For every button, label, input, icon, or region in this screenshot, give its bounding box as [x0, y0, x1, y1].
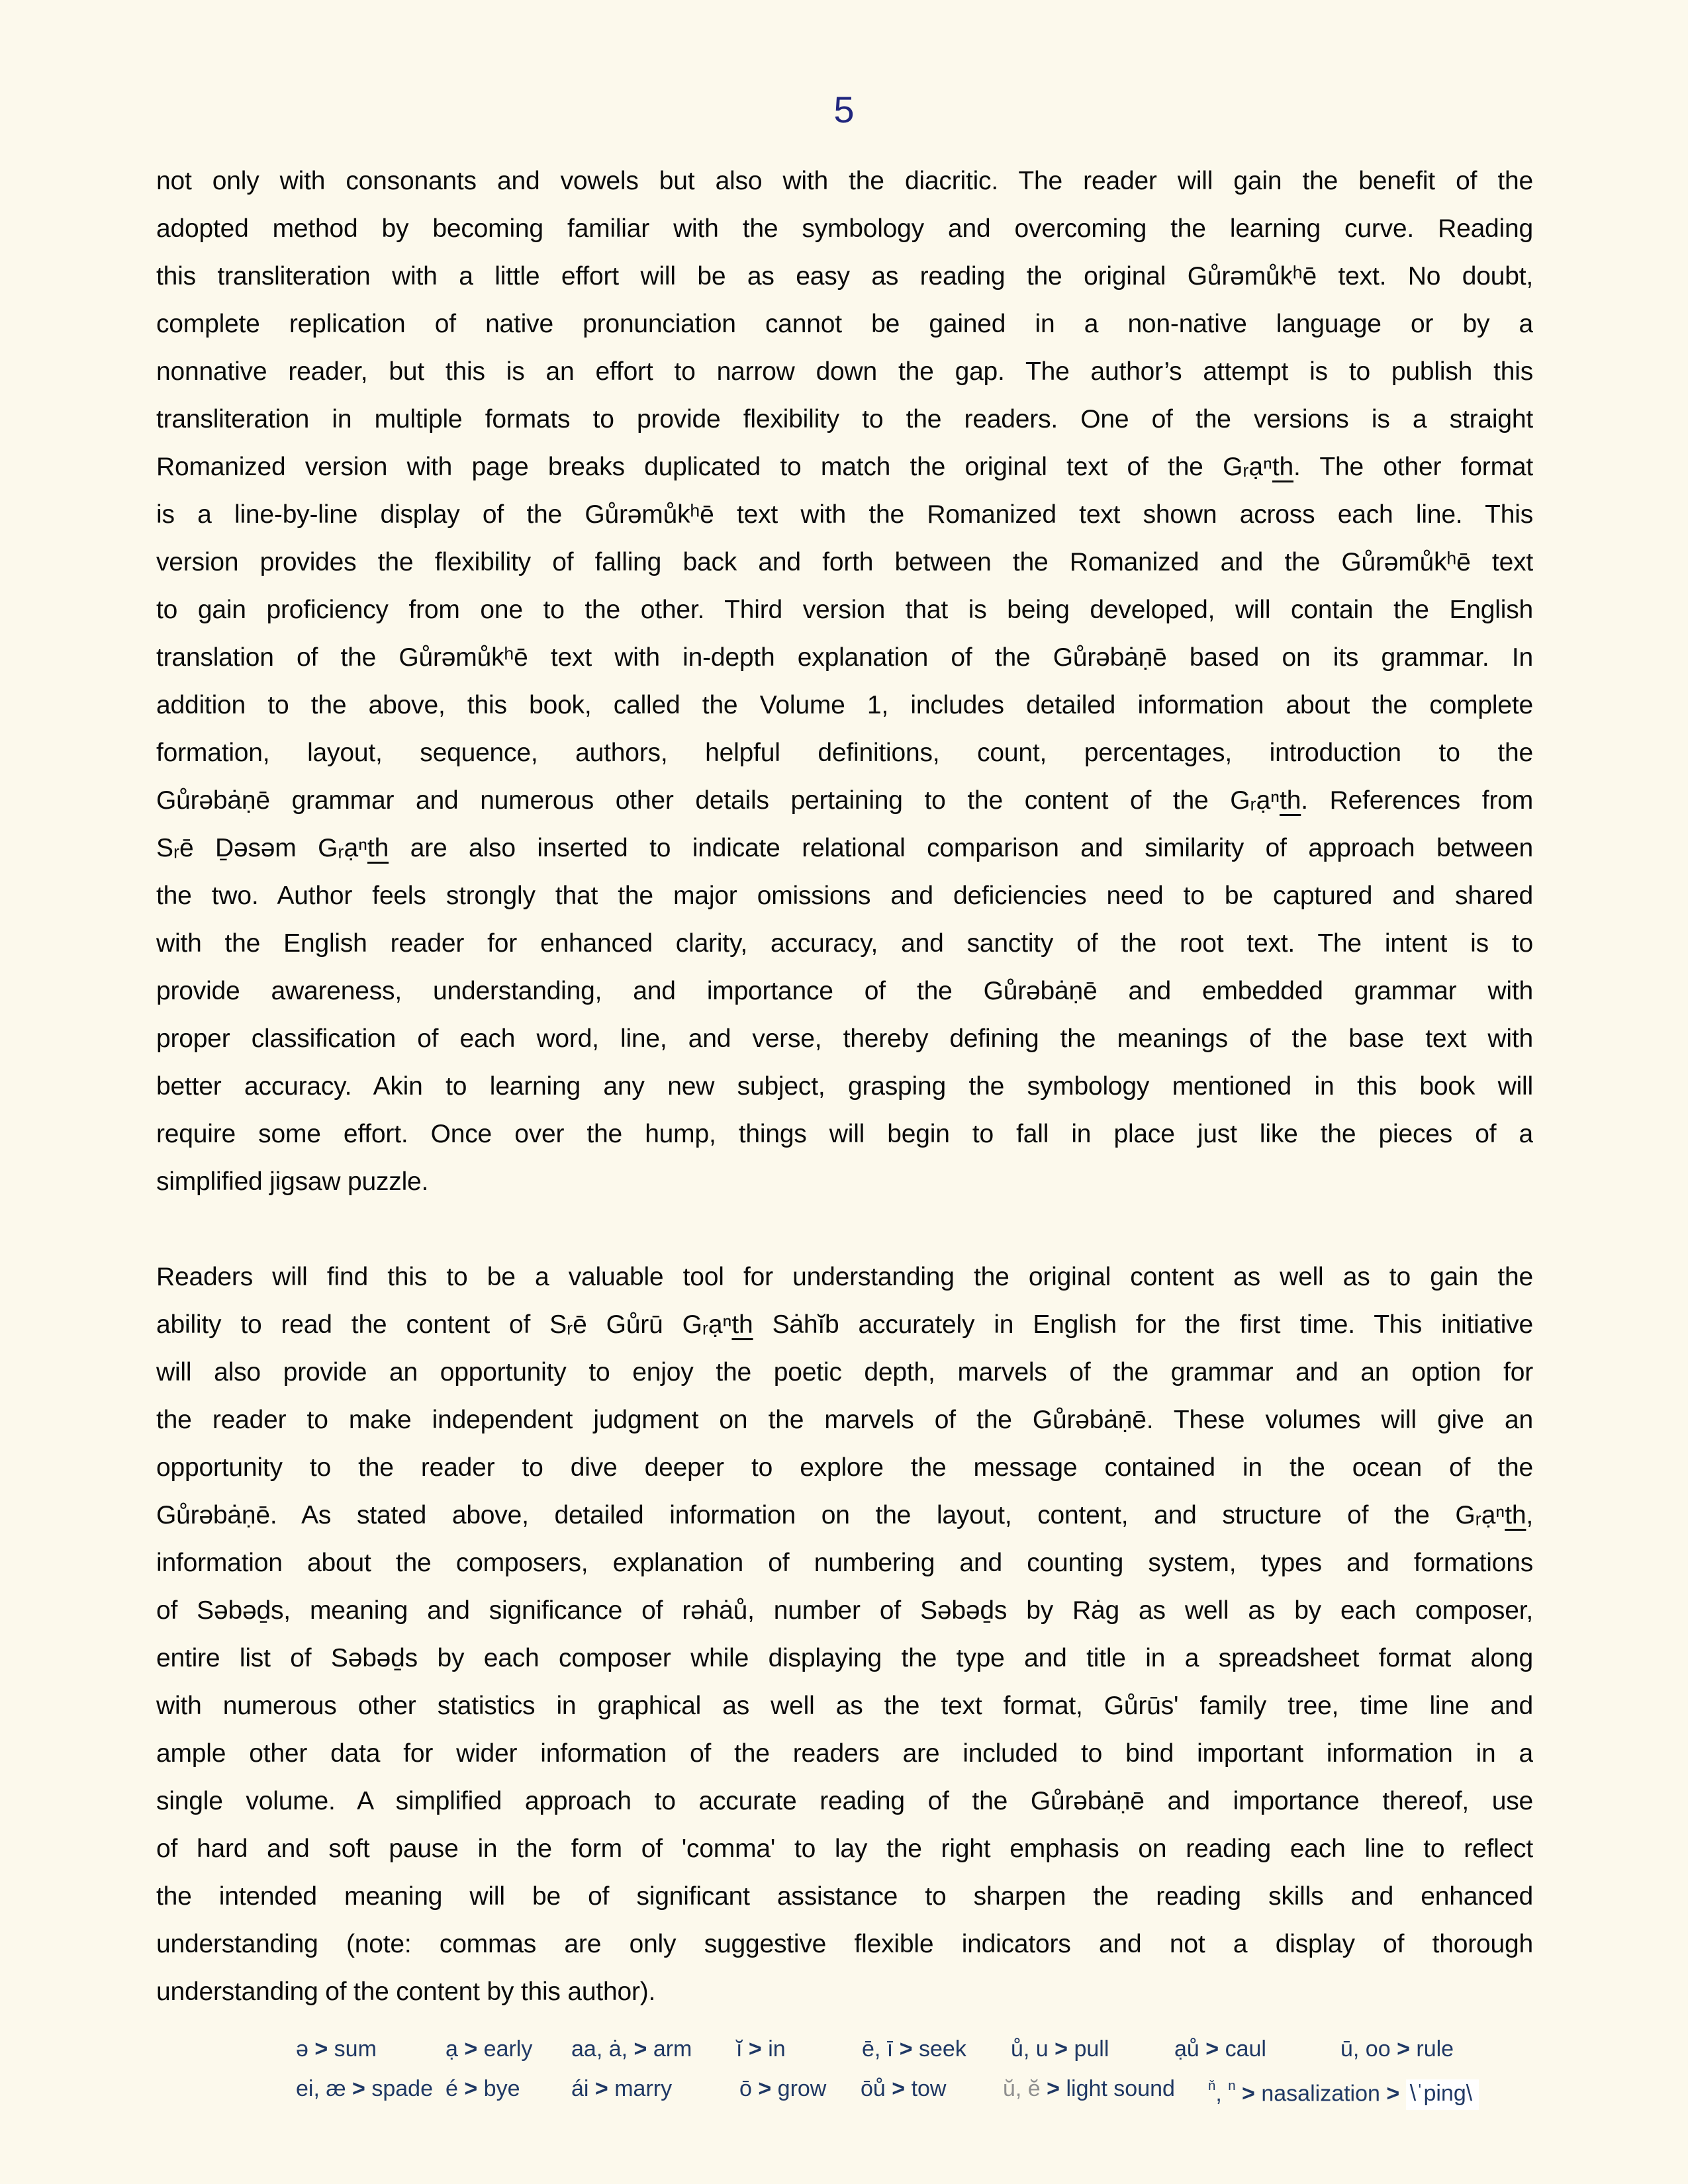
document-body — [156, 158, 1533, 2016]
paragraph-line: the two. Author feels strongly that the major omissions and deficiencies need to be captured and shared — [156, 882, 1533, 910]
pronunciation-item: ů, u > pull — [1011, 2036, 1109, 2062]
pronunciation-item: ạ > early — [445, 2036, 533, 2062]
pronunciation-item: ōů > tow — [861, 2076, 947, 2101]
paragraph-line: Romanized version with page breaks duplicated to match the original text of the Gᵣạⁿth. The other format — [156, 453, 1533, 481]
pronunciation-key-row-2 — [156, 2073, 1546, 2107]
paragraph-line: addition to the above, this book, called the Volume 1, includes detailed information about the complete — [156, 691, 1533, 719]
paragraph-line: understanding (note: commas are only suggestive flexible indicators and not a display of thorough — [156, 1930, 1533, 1958]
paragraph-line: opportunity to the reader to dive deeper to explore the message contained in the ocean of the — [156, 1453, 1533, 1482]
pronunciation-item: ē, ī > seek — [862, 2036, 966, 2062]
paragraph-line: with numerous other statistics in graphical as well as the text format, Gůrūs' family tree, time line and — [156, 1692, 1533, 1720]
paragraph-line: transliteration in multiple formats to provide flexibility to the readers. One of the versions is a straight — [156, 405, 1533, 433]
paragraph — [156, 1253, 1533, 2016]
pronunciation-item: ei, æ > spade — [296, 2076, 433, 2101]
paragraph-line: of hard and soft pause in the form of 'comma' to lay the right emphasis on reading each line to reflect — [156, 1835, 1533, 1863]
paragraph-line: version provides the flexibility of falling back and forth between the Romanized and the Gůrəmůkʰē text — [156, 548, 1533, 576]
paragraph-line: Readers will find this to be a valuable tool for understanding the original content as well as to gain the — [156, 1263, 1533, 1291]
pronunciation-key-row-1 — [156, 2033, 1546, 2068]
pronunciation-item: ái > marry — [571, 2076, 673, 2101]
pronunciation-item: ō > grow — [739, 2076, 827, 2101]
paragraph-line: not only with consonants and vowels but also with the diacritic. The reader will gain the benefit of the — [156, 167, 1533, 195]
paragraph-line: to gain proficiency from one to the other. Third version that is being developed, will contain the English — [156, 596, 1533, 624]
paragraph-line: simplified jigsaw puzzle. — [156, 1167, 429, 1196]
paragraph — [156, 158, 1533, 1206]
paragraph-line: better accuracy. Akin to learning any new subject, grasping the symbology mentioned in this book will — [156, 1072, 1533, 1101]
paragraph-line: nonnative reader, but this is an effort to narrow down the gap. The author’s attempt is to publish this — [156, 357, 1533, 386]
paragraph-line: ample other data for wider information of the readers are included to bind important information in a — [156, 1739, 1533, 1768]
pronunciation-item: ə > sum — [296, 2036, 377, 2062]
pronunciation-item: é > bye — [445, 2076, 520, 2101]
paragraph-line: require some effort. Once over the hump, things will begin to fall in place just like the pieces of a — [156, 1120, 1533, 1148]
pronunciation-item: $^ň$, $^n$ > nasalization > \ˈping\ — [1208, 2073, 1479, 2109]
paragraph-line: complete replication of native pronunciation cannot be gained in a non-native language or by a — [156, 310, 1533, 338]
paragraph-line: entire list of Səbəḏs by each composer while displaying the type and title in a spreadsheet format along — [156, 1644, 1533, 1672]
paragraph-line: ability to read the content of Sᵣē Gůrū Gᵣạⁿth Sȧhĭb accurately in English for the first time. This initiative — [156, 1310, 1533, 1339]
pronunciation-item: ŭ, ĕ > light sound — [1003, 2076, 1175, 2101]
paragraph-line: this transliteration with a little effort will be as easy as reading the original Gůrəmůkʰē text. No doubt, — [156, 262, 1533, 291]
paragraph-line: will also provide an opportunity to enjoy the poetic depth, marvels of the grammar and an option for — [156, 1358, 1533, 1387]
paragraph-line: is a line-by-line display of the Gůrəmůkʰē text with the Romanized text shown across each line. This — [156, 500, 1533, 529]
pronunciation-item: ū, oo > rule — [1340, 2036, 1454, 2062]
paragraph-line: Gůrəbȧṇē. As stated above, detailed information on the layout, content, and structure of the Gᵣạⁿth, — [156, 1501, 1533, 1529]
page-number: 5 — [833, 89, 855, 130]
paragraph-line: proper classification of each word, line, and verse, thereby defining the meanings of the base text with — [156, 1024, 1533, 1053]
paragraph-line: the reader to make independent judgment on the marvels of the Gůrəbȧṇē. These volumes will give an — [156, 1406, 1533, 1434]
paragraph-line: Sᵣē Ḏəsəm Gᵣạⁿth are also inserted to indicate relational comparison and similarity of approach between — [156, 834, 1533, 862]
paragraph-line: formation, layout, sequence, authors, helpful definitions, count, percentages, introduction to the — [156, 739, 1533, 767]
pronunciation-item: aa, ȧ, > arm — [571, 2036, 692, 2062]
pronunciation-item: ĭ > in — [736, 2036, 786, 2062]
paragraph-line: single volume. A simplified approach to accurate reading of the Gůrəbȧṇē and importance thereof, use — [156, 1787, 1533, 1815]
paragraph-line: information about the composers, explanation of numbering and counting system, types and formations — [156, 1549, 1533, 1577]
paragraph-line: the intended meaning will be of significant assistance to sharpen the reading skills and enhanced — [156, 1882, 1533, 1911]
paragraph-line: understanding of the content by this author). — [156, 1978, 656, 2006]
paragraph-line: Gůrəbȧṇē grammar and numerous other details pertaining to the content of the Gᵣạⁿth. References from — [156, 786, 1533, 815]
paragraph-line: of Səbəḏs, meaning and significance of rəhȧů, number of Səbəḏs by Rȧg as well as by each composer, — [156, 1596, 1533, 1625]
paragraph-line: translation of the Gůrəmůkʰē text with in-depth explanation of the Gůrəbȧṇē based on its grammar. In — [156, 643, 1533, 672]
paragraph-line: provide awareness, understanding, and importance of the Gůrəbȧṇē and embedded grammar with — [156, 977, 1533, 1005]
paragraph-line: adopted method by becoming familiar with the symbology and overcoming the learning curve. Reading — [156, 214, 1533, 243]
pronunciation-item: ạů > caul — [1174, 2036, 1266, 2062]
paragraph-line: with the English reader for enhanced clarity, accuracy, and sanctity of the root text. The intent is to — [156, 929, 1533, 958]
